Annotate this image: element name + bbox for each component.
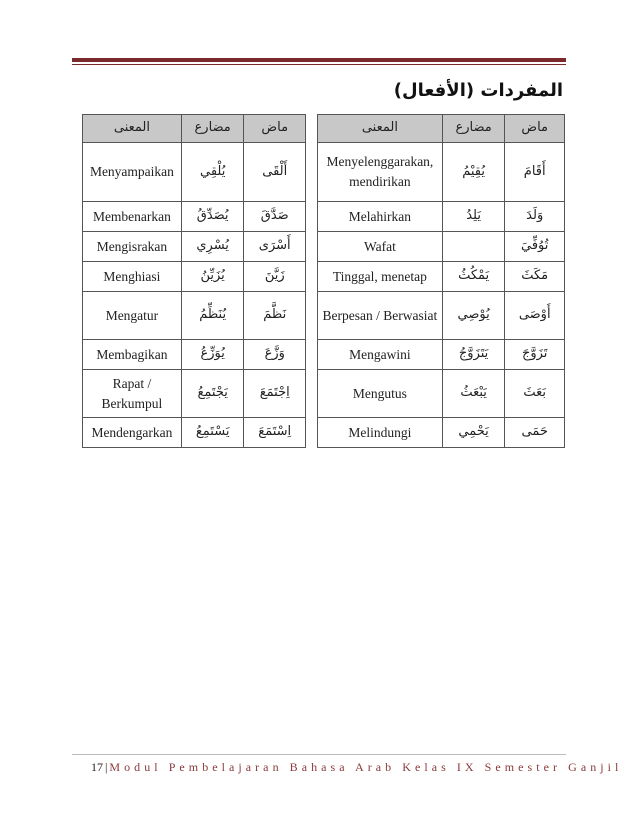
header-meaning: المعنى	[318, 115, 443, 143]
table-row	[83, 232, 306, 262]
madhi-cell: اِسْتَمَعَ	[244, 418, 306, 448]
mudhari-cell: يَتَزَوَّجُ	[442, 340, 505, 370]
mudhari-cell: يَلِدُ	[442, 202, 505, 232]
meaning-cell: Melahirkan	[318, 202, 443, 232]
table-row	[318, 232, 565, 262]
meaning-cell: Melindungi	[318, 418, 443, 448]
madhi-cell: أَلْقَى	[244, 143, 306, 202]
mudhari-cell: يُوْصِي	[442, 292, 505, 340]
header-rule	[72, 58, 566, 62]
table-row	[83, 340, 306, 370]
madhi-cell: أَسْرَى	[244, 232, 306, 262]
table-header-row	[83, 115, 306, 143]
madhi-cell: حَمَى	[505, 418, 565, 448]
madhi-cell: وَلَدَ	[505, 202, 565, 232]
meaning-cell: Membenarkan	[83, 202, 182, 232]
table-row	[318, 262, 565, 292]
table-row	[83, 292, 306, 340]
meaning-cell: Mengawini	[318, 340, 443, 370]
madhi-cell: تُوُفِّيَ	[505, 232, 565, 262]
header-madhi: ماض	[505, 115, 565, 143]
madhi-cell: صَدَّقَ	[244, 202, 306, 232]
vocab-table-left	[82, 114, 306, 448]
vocab-table-right	[317, 114, 565, 448]
header-madhi: ماض	[244, 115, 306, 143]
page-footer	[91, 760, 622, 775]
meaning-cell: Berpesan / Berwasiat	[318, 292, 443, 340]
mudhari-cell: يُنَظِّمُ	[181, 292, 244, 340]
table-row	[318, 292, 565, 340]
madhi-cell: نَظَّمَ	[244, 292, 306, 340]
header-meaning: المعنى	[83, 115, 182, 143]
mudhari-cell: يَحْمِي	[442, 418, 505, 448]
table-row	[318, 340, 565, 370]
table-row	[318, 143, 565, 202]
mudhari-cell: يَجْتَمِعُ	[181, 370, 244, 418]
table-header-row	[318, 115, 565, 143]
madhi-cell: اِجْتَمَعَ	[244, 370, 306, 418]
page-title: المفردات (الأفعال)	[393, 80, 563, 101]
mudhari-cell: يُوَزِّعُ	[181, 340, 244, 370]
mudhari-cell: يَبْعَثُ	[442, 370, 505, 418]
mudhari-cell: يُقِيْمُ	[442, 143, 505, 202]
meaning-cell: Menghiasi	[83, 262, 182, 292]
table-row	[318, 202, 565, 232]
meaning-cell: Menyelenggarakan, mendirikan	[318, 143, 443, 202]
mudhari-cell: يُسْرِي	[181, 232, 244, 262]
header-mudhari: مضارع	[442, 115, 505, 143]
mudhari-cell	[442, 232, 505, 262]
meaning-cell: Tinggal, menetap	[318, 262, 443, 292]
page-number: 17	[91, 760, 103, 774]
table-row	[83, 370, 306, 418]
module-title: Modul Pembelajaran Bahasa Arab Kelas IX Semester Ganjil	[109, 760, 623, 774]
table-row	[83, 143, 306, 202]
meaning-cell: Wafat	[318, 232, 443, 262]
madhi-cell: تَزَوَّجَ	[505, 340, 565, 370]
meaning-cell: Mengatur	[83, 292, 182, 340]
meaning-cell: Mengutus	[318, 370, 443, 418]
madhi-cell: أَوْصَى	[505, 292, 565, 340]
meaning-cell: Menyampaikan	[83, 143, 182, 202]
meaning-cell: Membagikan	[83, 340, 182, 370]
header-mudhari: مضارع	[181, 115, 244, 143]
mudhari-cell: يُزَيِّنُ	[181, 262, 244, 292]
footer-rule	[72, 754, 566, 755]
madhi-cell: بَعَثَ	[505, 370, 565, 418]
table-row	[318, 370, 565, 418]
footer-separator: |	[105, 760, 108, 774]
mudhari-cell: يُلْقِي	[181, 143, 244, 202]
madhi-cell: مَكَثَ	[505, 262, 565, 292]
header-rule-thin	[72, 64, 566, 65]
table-row	[83, 202, 306, 232]
mudhari-cell: يُصَدِّقُ	[181, 202, 244, 232]
meaning-cell: Mengisrakan	[83, 232, 182, 262]
table-row	[83, 262, 306, 292]
madhi-cell: أَقَامَ	[505, 143, 565, 202]
meaning-cell: Rapat / Berkumpul	[83, 370, 182, 418]
table-row	[318, 418, 565, 448]
madhi-cell: زَيَّنَ	[244, 262, 306, 292]
meaning-cell: Mendengarkan	[83, 418, 182, 448]
madhi-cell: وَزَّعَ	[244, 340, 306, 370]
table-row	[83, 418, 306, 448]
mudhari-cell: يَمْكُثُ	[442, 262, 505, 292]
mudhari-cell: يَسْتَمِعُ	[181, 418, 244, 448]
